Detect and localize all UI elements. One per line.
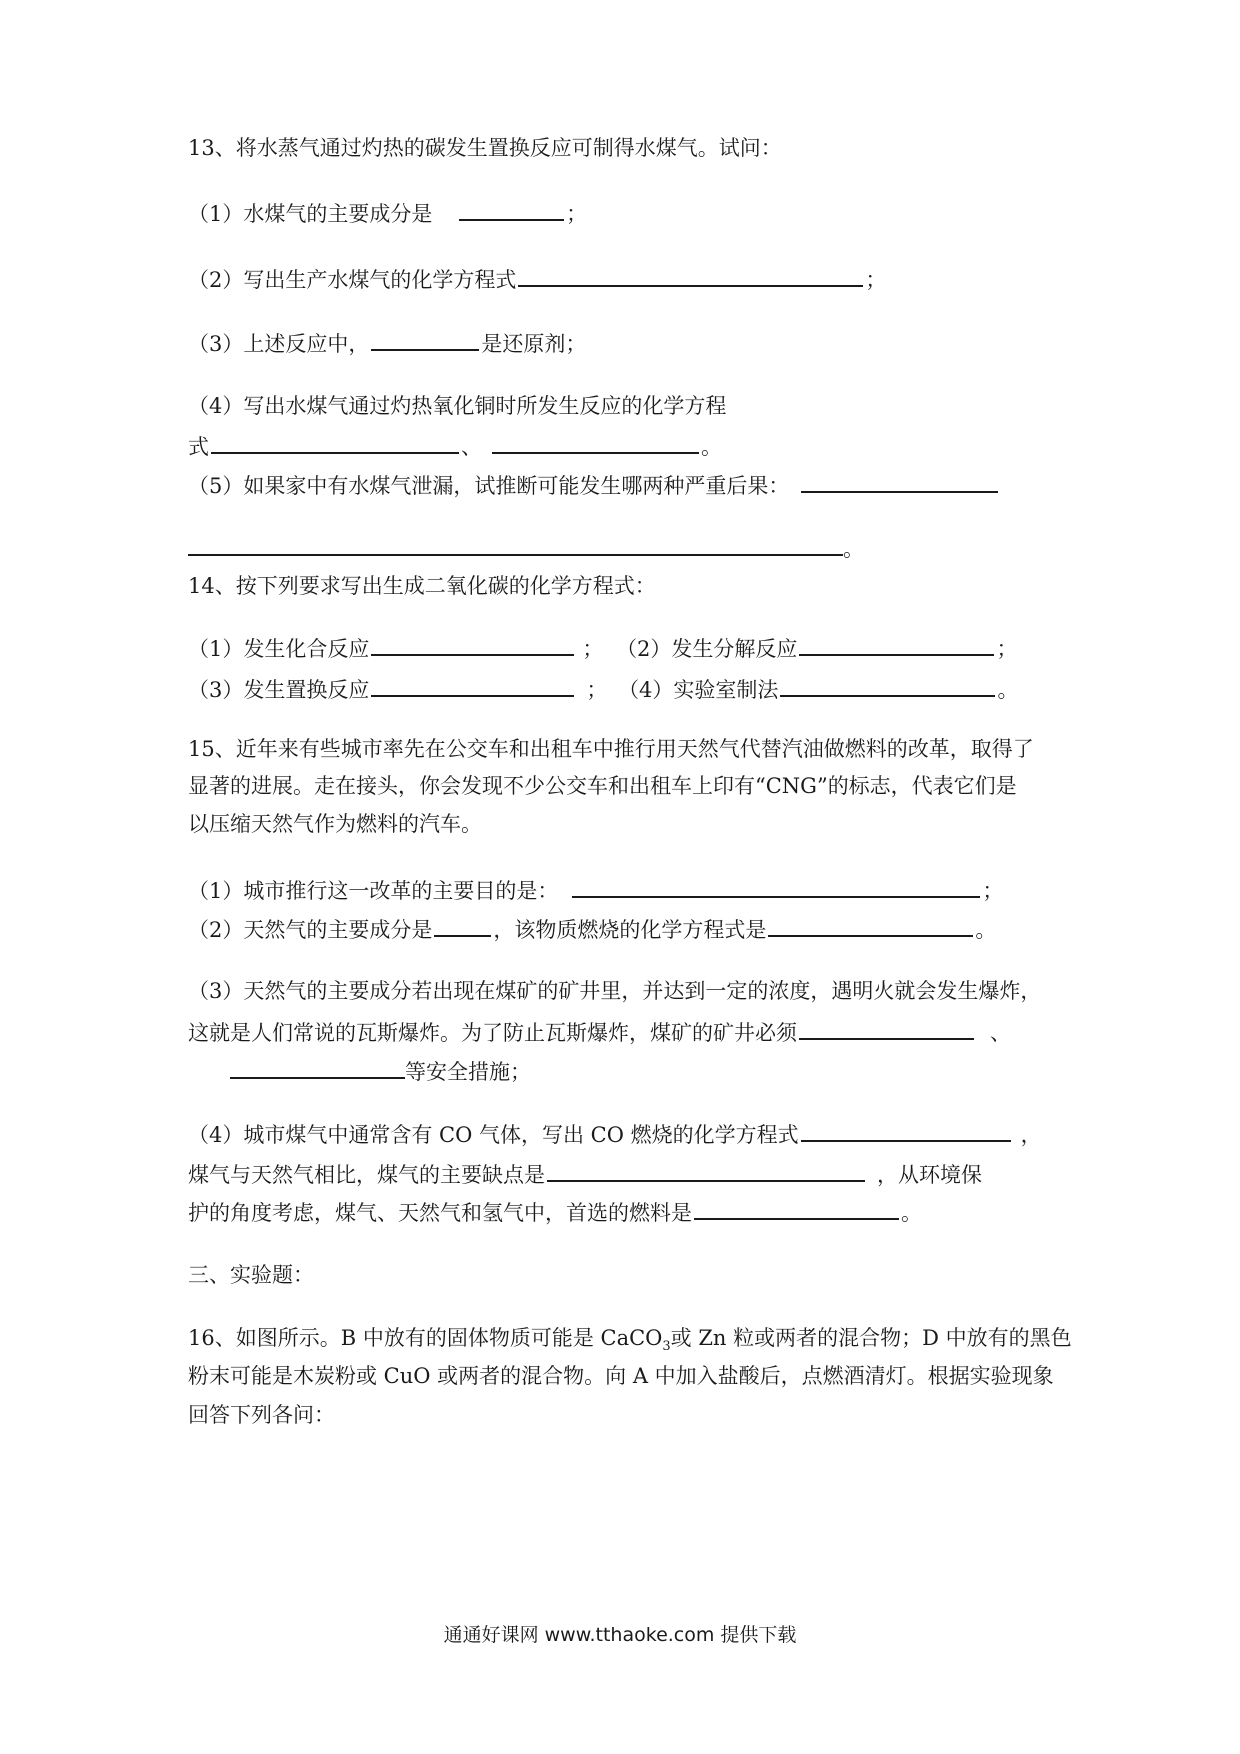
q13-part1 <box>188 197 587 229</box>
answer-blank[interactable] <box>371 327 479 351</box>
q15-stem-line2: 显著的进展。走在接头，你会发现不少公交车和出租车上印有“CNG”的标志，代表它们是 <box>188 774 1017 798</box>
q14-part2-end: ； <box>996 637 1018 661</box>
q14-part1-label: （1）发生化合反应 <box>188 637 370 661</box>
q13-stem: 13、将水蒸气通过灼热的碳发生置换反应可制得水煤气。试问： <box>188 136 782 160</box>
answer-blank[interactable] <box>518 263 863 287</box>
q15-part2-mid: ，该物质燃烧的化学方程式是 <box>493 918 767 942</box>
q14-row1 <box>188 632 1017 664</box>
q15-part4-line2-label: 煤气与天然气相比，煤气的主要缺点是 <box>188 1163 545 1187</box>
q15-stem-line1: 15、近年来有些城市率先在公交车和出租车中推行用天然气代替汽油做燃料的改革，取得了 <box>188 737 1034 761</box>
q15-part3-line2-label: 这就是人们常说的瓦斯爆炸。为了防止瓦斯爆炸，煤矿的矿井必须 <box>188 1021 797 1045</box>
q14-row2 <box>188 673 1018 705</box>
q14-part3-label: （3）发生置换反应 <box>188 678 370 702</box>
q16-line2: 粉末可能是木炭粉或 CuO 或两者的混合物。向 A 中加入盐酸后，点燃酒清灯。根据实验现象 <box>188 1364 1054 1388</box>
q15-part1-end: ； <box>982 879 1004 903</box>
q13-part4-line2 <box>188 430 722 462</box>
answer-blank[interactable] <box>801 469 998 493</box>
answer-blank[interactable] <box>801 1118 1011 1142</box>
q13-part5-label: （5）如果家中有水煤气泄漏，试推断可能发生哪两种严重后果： <box>188 474 790 498</box>
section-3-title: 三、实验题： <box>188 1263 314 1287</box>
q15-part2-label: （2）天然气的主要成分是 <box>188 918 433 942</box>
q13-part3 <box>188 327 586 359</box>
q15-part3-line2-end: 、 <box>990 1021 1011 1045</box>
page-footer: 通通好课网 www.tthaoke.com 提供下载 <box>443 1624 797 1646</box>
q16-line1-a: 16、如图所示。B 中放有的固体物质可能是 CaCO <box>188 1326 663 1350</box>
answer-blank[interactable] <box>768 913 973 937</box>
q15-part4-line3-end: 。 <box>901 1201 922 1225</box>
answer-blank[interactable] <box>371 673 574 697</box>
q15-part3-line2 <box>188 1016 1011 1048</box>
q15-part4-line1-label: （4）城市煤气中通常含有 CO 气体，写出 CO 燃烧的化学方程式 <box>188 1123 799 1147</box>
answer-blank[interactable] <box>572 874 980 898</box>
answer-blank[interactable] <box>547 1158 865 1182</box>
q13-part5 <box>188 469 1000 501</box>
q15-part3-line3-end: 等安全措施； <box>405 1060 531 1084</box>
q13-part4-prefix: 式 <box>188 435 209 459</box>
q13-part3-label: （3）上述反应中， <box>188 332 370 356</box>
answer-blank[interactable] <box>780 673 995 697</box>
q15-part3-line3 <box>230 1055 531 1087</box>
q16-line1 <box>188 1323 1072 1362</box>
answer-blank[interactable] <box>434 913 491 937</box>
q13-part1-label: （1）水煤气的主要成分是 <box>188 202 433 226</box>
q15-part4-line1 <box>188 1118 1042 1150</box>
q14-part3-end: ； <box>586 678 608 702</box>
q15-part2 <box>188 913 996 945</box>
q13-part2-end: ； <box>865 268 887 292</box>
q16-subscript: 3 <box>662 1339 671 1355</box>
answer-blank[interactable] <box>230 1055 405 1079</box>
q15-part1-label: （1）城市推行这一改革的主要目的是： <box>188 879 559 903</box>
q13-part4-sep: 、 <box>461 435 482 459</box>
q15-part3-line1: （3）天然气的主要成分若出现在煤矿的矿井里，并达到一定的浓度，遇明火就会发生爆炸， <box>188 979 1042 1003</box>
q15-part2-end: 。 <box>975 918 997 942</box>
q13-part5-end: 。 <box>843 537 864 561</box>
q15-part4-line1-end: ， <box>1020 1123 1042 1147</box>
answer-blank[interactable] <box>799 632 994 656</box>
q14-part1-end: ； <box>582 637 604 661</box>
q16-line3: 回答下列各问： <box>188 1403 335 1427</box>
q15-part4-line2-end: ，从环境保 <box>877 1163 982 1187</box>
q13-part1-end: ； <box>566 202 588 226</box>
q13-part4-end: 。 <box>701 435 722 459</box>
q15-part1 <box>188 874 1003 906</box>
answer-blank[interactable] <box>492 430 699 454</box>
q14-part4-end: 。 <box>997 678 1019 702</box>
q13-part2-label: （2）写出生产水煤气的化学方程式 <box>188 268 517 292</box>
q13-part3-end: 是还原剂； <box>481 332 587 356</box>
q15-part4-line3 <box>188 1196 922 1228</box>
q13-part2 <box>188 263 886 295</box>
q13-part5-line2 <box>188 532 864 564</box>
answer-blank[interactable] <box>459 197 564 221</box>
q14-stem: 14、按下列要求写出生成二氧化碳的化学方程式： <box>188 574 656 598</box>
q15-part4-line2 <box>188 1158 982 1190</box>
q14-part2-label: （2）发生分解反应 <box>616 637 798 661</box>
answer-blank[interactable] <box>188 532 843 556</box>
q13-part4-line1: （4）写出水煤气通过灼热氧化铜时所发生反应的化学方程 <box>188 394 727 418</box>
answer-blank[interactable] <box>799 1016 974 1040</box>
q15-part4-line3-label: 护的角度考虑，煤气、天然气和氢气中，首选的燃料是 <box>188 1201 692 1225</box>
q14-part4-label: （4）实验室制法 <box>618 678 779 702</box>
answer-blank[interactable] <box>211 430 459 454</box>
answer-blank[interactable] <box>694 1196 899 1220</box>
q16-line1-b: 或 Zn 粒或两者的混合物；D 中放有的黑色 <box>670 1326 1072 1350</box>
q15-stem-line3: 以压缩天然气作为燃料的汽车。 <box>188 812 482 836</box>
answer-blank[interactable] <box>371 632 574 656</box>
